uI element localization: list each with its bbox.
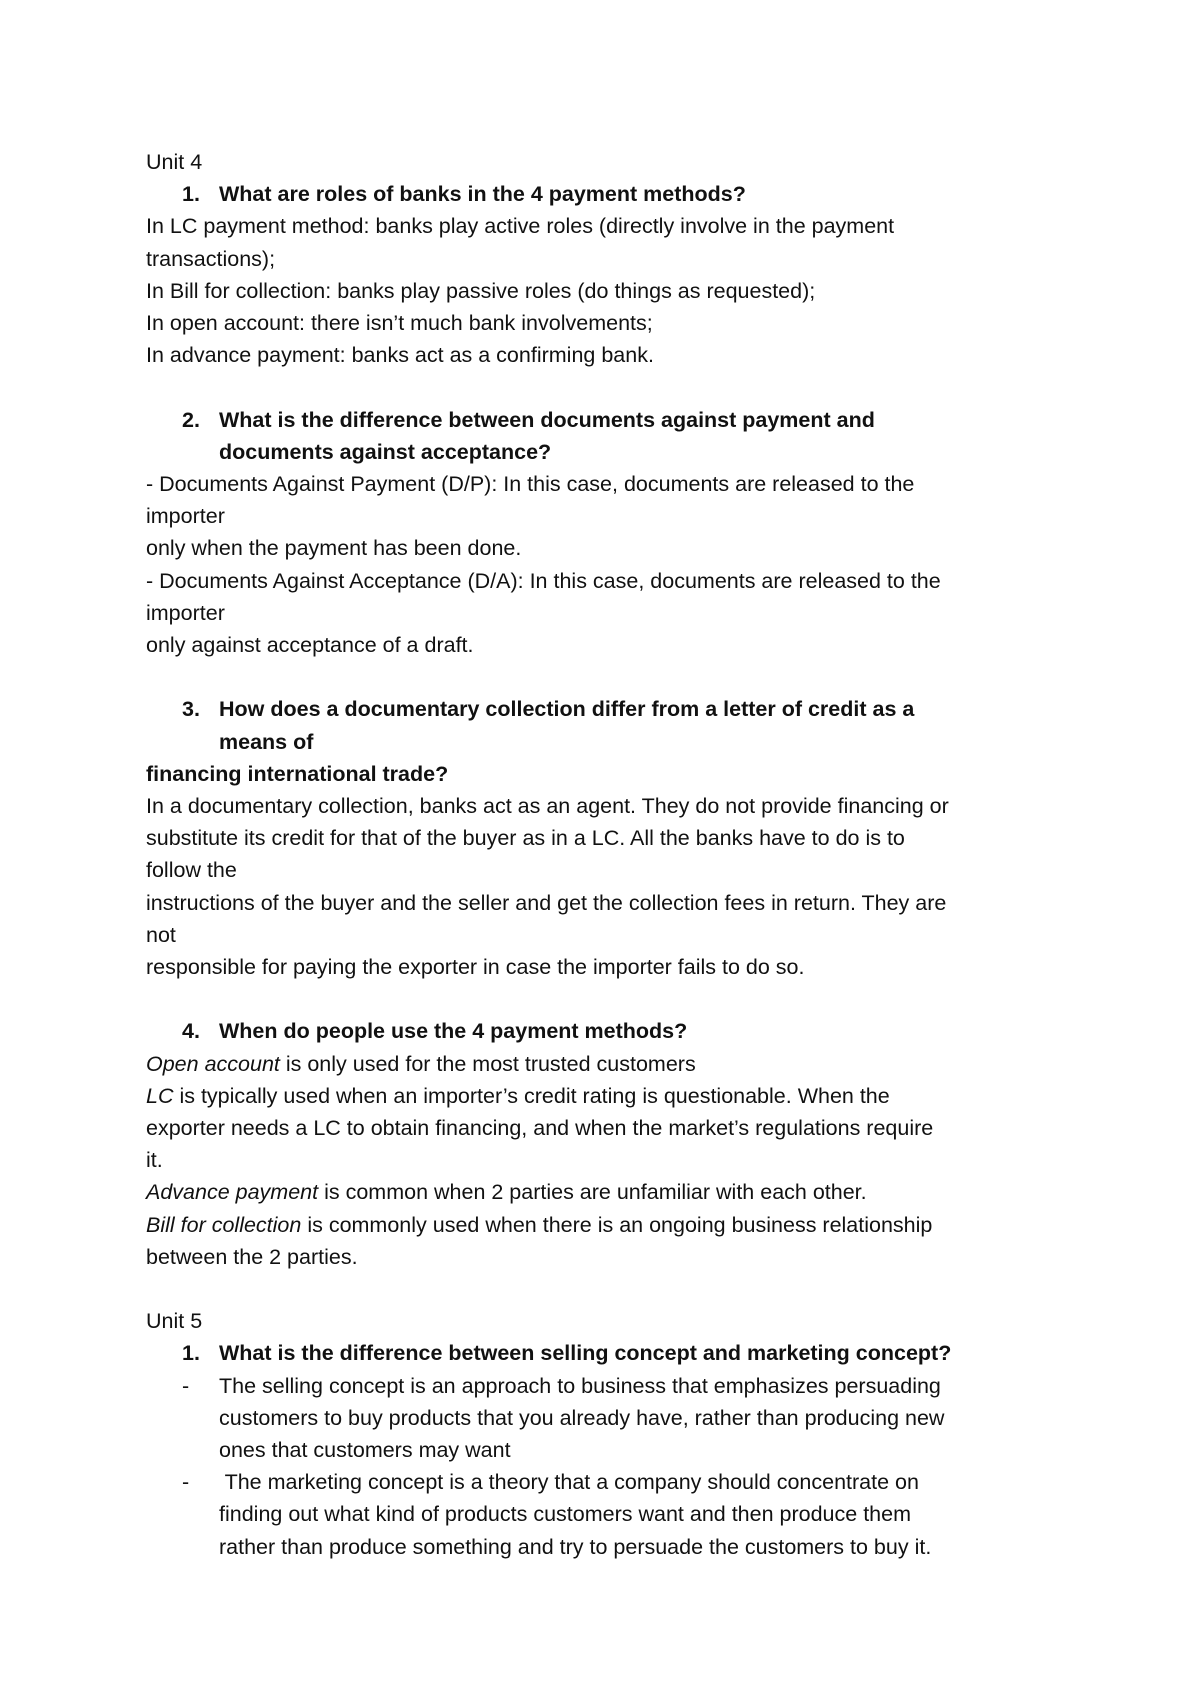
question-text: When do people use the 4 payment methods? — [219, 1019, 688, 1044]
answer-text: is only used for the most trusted customers — [279, 1051, 696, 1076]
question-number: 2. — [182, 407, 200, 432]
document-content — [146, 146, 1066, 1563]
answer-line: exporter needs a LC to obtain financing, and when the market’s regulations require — [146, 1116, 934, 1141]
question-number: 3. — [182, 697, 200, 722]
question-text: What are roles of banks in the 4 payment methods? — [219, 182, 746, 207]
answer-line-open-account — [146, 1048, 1066, 1080]
answer-line: - Documents Against Acceptance (D/A): In this case, documents are released to the — [146, 568, 941, 593]
answer-line-advance-payment — [146, 1176, 1066, 1208]
unit4-question-2 — [146, 404, 1066, 468]
answer-text: is common when 2 parties are unfamiliar with each other. — [318, 1180, 867, 1205]
answer-line-lc — [146, 1080, 1066, 1112]
answer-line: substitute its credit for that of the buyer as in a LC. All the banks have to do is to — [146, 826, 905, 851]
answer-line: In Bill for collection: banks play passive roles (do things as requested); — [146, 278, 816, 303]
answer-line: - Documents Against Payment (D/P): In this case, documents are released to the — [146, 472, 915, 497]
answer-text: is typically used when an importer’s credit rating is questionable. When the — [173, 1083, 890, 1108]
spacer — [146, 1273, 1066, 1305]
unit4-question-1 — [146, 178, 1066, 210]
question-text: What is the difference between selling concept and marketing concept? — [219, 1341, 952, 1366]
unit-5-heading: Unit 5 — [146, 1309, 203, 1334]
answer-line: responsible for paying the exporter in case the importer fails to do so. — [146, 955, 805, 980]
bullet-item — [146, 1370, 1066, 1467]
term-bill-for-collection: Bill for collection — [146, 1212, 302, 1237]
unit4-question-3 — [146, 693, 1066, 757]
term-advance-payment: Advance payment — [146, 1180, 319, 1205]
unit5-question-1 — [146, 1337, 1066, 1369]
answer-line: In open account: there isn’t much bank involvements; — [146, 311, 653, 336]
dash-marker: - — [182, 1373, 190, 1398]
answer-line: it. — [146, 1148, 163, 1173]
question-number: 1. — [182, 1341, 200, 1366]
unit-4-heading: Unit 4 — [146, 150, 203, 174]
bullet-text: The selling concept is an approach to business that emphasizes persuading customers to buy products that you already have, rather than producing new ones that customers may want — [219, 1373, 945, 1463]
answer-line: importer — [146, 504, 225, 529]
question-number: 4. — [182, 1019, 200, 1044]
answer-line: In advance payment: banks act as a confirming bank. — [146, 343, 654, 368]
answer-line: follow the — [146, 858, 237, 883]
answer-line: In a documentary collection, banks act as an agent. They do not provide financing or — [146, 794, 949, 819]
answer-line: importer — [146, 600, 225, 625]
question-text: How does a documentary collection differ from a letter of credit as a means of — [219, 697, 915, 754]
answer-line: transactions); — [146, 246, 276, 271]
spacer — [146, 661, 1066, 693]
term-open-account: Open account — [146, 1051, 280, 1076]
answer-line-bill-for-collection — [146, 1209, 1066, 1241]
term-lc: LC — [146, 1083, 174, 1108]
question-text-continuation: financing international trade? — [146, 761, 449, 786]
bullet-item — [146, 1466, 1066, 1563]
question-text: What is the difference between documents against payment and documents against acceptance? — [219, 407, 875, 464]
answer-line: only when the payment has been done. — [146, 536, 522, 561]
dash-marker: - — [182, 1470, 190, 1495]
unit4-question-4 — [146, 1015, 1066, 1047]
answer-line: only against acceptance of a draft. — [146, 633, 474, 658]
question-number: 1. — [182, 182, 200, 207]
answer-line: between the 2 parties. — [146, 1244, 358, 1269]
answer-line: not — [146, 922, 176, 947]
answer-line: In LC payment method: banks play active roles (directly involve in the payment — [146, 214, 895, 239]
spacer — [146, 983, 1066, 1015]
spacer — [146, 371, 1066, 403]
answer-text: is commonly used when there is an ongoing business relationship — [301, 1212, 933, 1237]
answer-line: instructions of the buyer and the seller and get the collection fees in return. They are — [146, 890, 947, 915]
bullet-text: The marketing concept is a theory that a company should concentrate on finding out what kind of products customers want and then produce them rather than produce something and try to persuade the customers to buy it. — [219, 1470, 932, 1559]
